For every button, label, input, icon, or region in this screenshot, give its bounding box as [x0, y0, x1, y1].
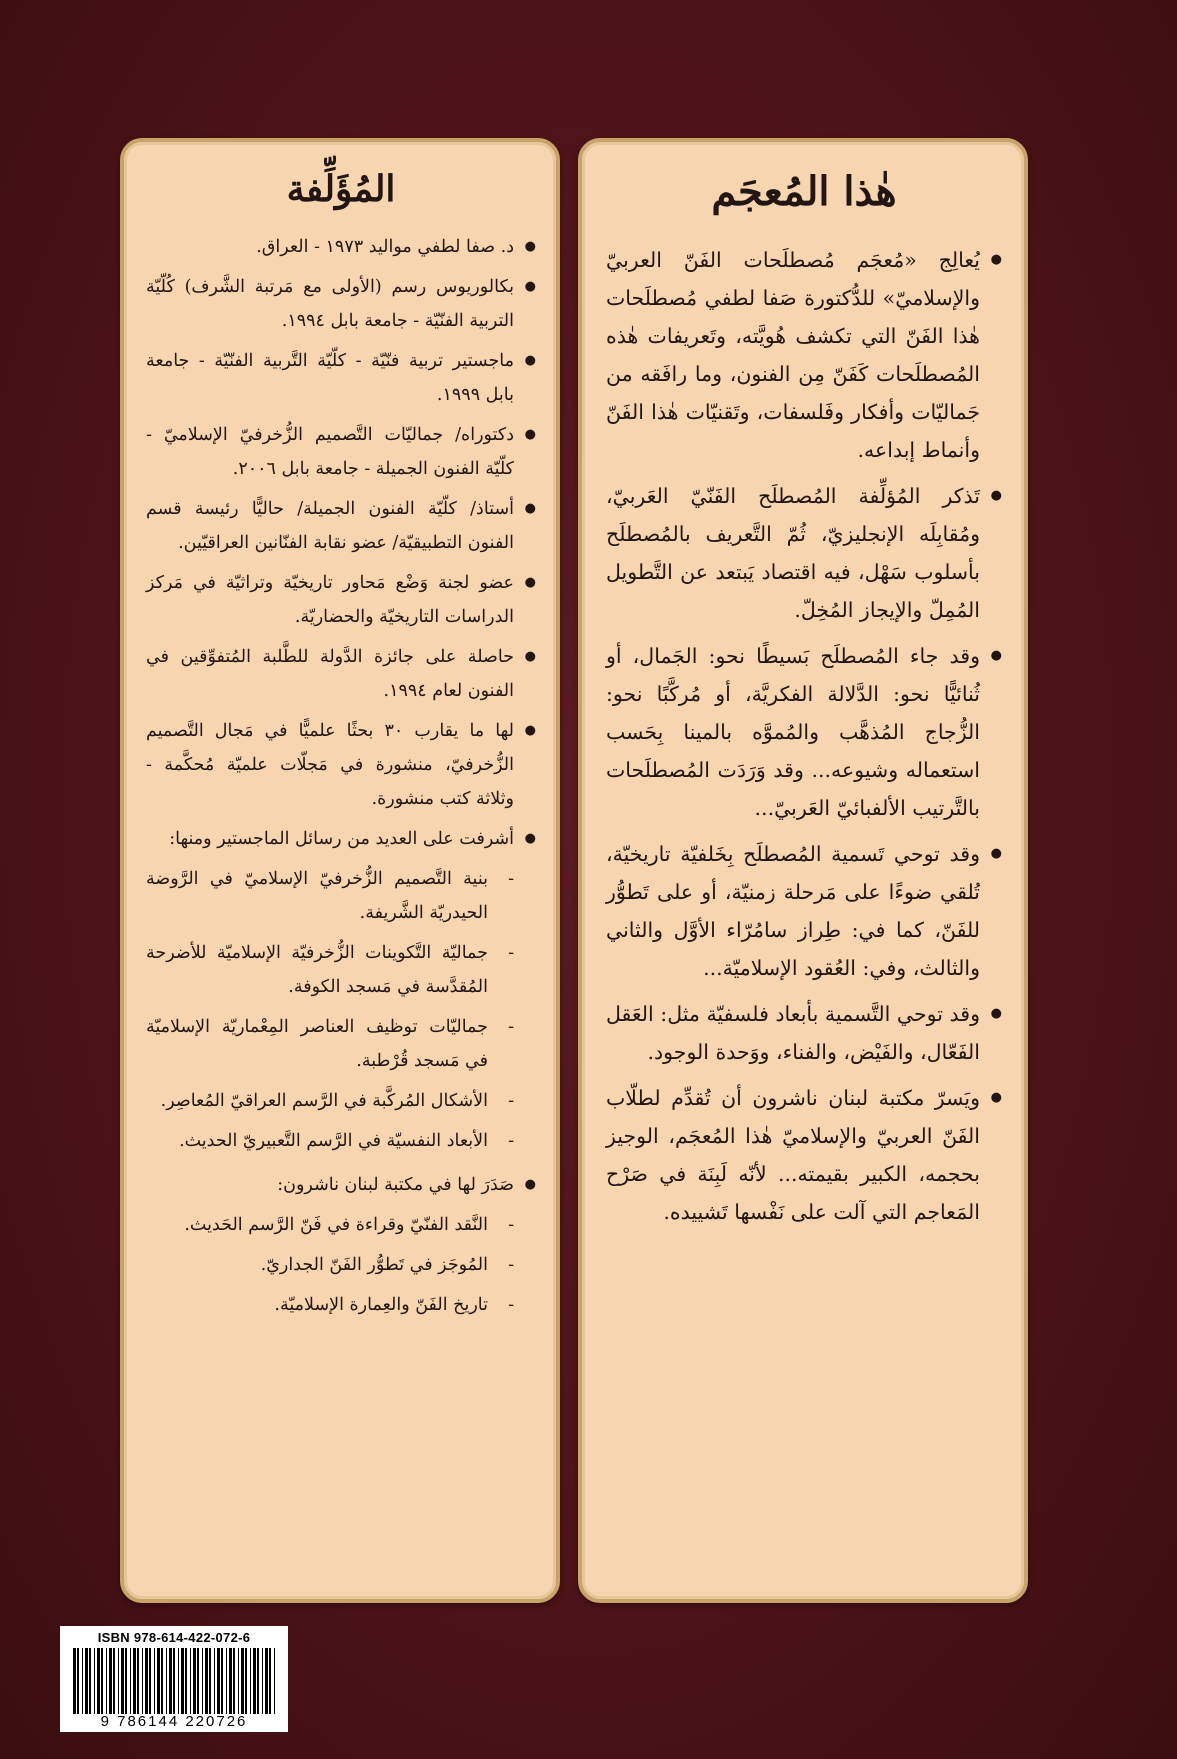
description-bullet: ● وقد توحي تَسمية المُصطلَح بِخَلفيّة تاريخيّة، تُلقي ضوءًا على مَرحلة زمنيّة، أو على تَطوُّر للفَنّ، كما في: طِراز سامُرّاء الأوَّل والثاني والثالث، وفي: العُقود الإسلاميّة...	[606, 835, 1002, 987]
thesis-item: - بنية التَّصميم الزُّخرفيّ الإسلاميّ في الرَّوضة الحيدريّة الشَّريفة.	[146, 862, 536, 930]
bio-bullet: ● د. صفا لطفي مواليد ١٩٧٣ - العراق.	[146, 230, 536, 264]
bio-bullet: ● دكتوراه/ جماليّات التَّصميم الزُّخرفيّ الإسلاميّ - كلّيّة الفنون الجميلة - جامعة بابل ٢٠٠٦.	[146, 418, 536, 486]
description-bullet: ● ويَسرّ مكتبة لبنان ناشرون أن تُقدِّم لطلّاب الفَنّ العربيّ والإسلاميّ هٰذا المُعجَم، الوجيز بحجمه، الكبير بقيمته... لأنّه لَبِنَة في صَرْح المَعاجم التي آلت على نَفْسها تَشييده.	[606, 1079, 1002, 1231]
description-list	[606, 241, 1002, 1231]
author-bio-list	[146, 230, 536, 1322]
bio-bullet: ● عضو لجنة وَضْع مَحاور تاريخيّة وتراثيّة في مَركز الدراسات التاريخيّة والحضاريّة.	[146, 566, 536, 634]
published-book: - النَّقد الفنّيّ وقراءة في فَنّ الرَّسم الحَديث.	[146, 1208, 536, 1242]
book-description-panel	[578, 138, 1028, 1603]
bio-bullet: ● حاصلة على جائزة الدَّولة للطَّلبة المُتفوِّقين في الفنون لعام ١٩٩٤.	[146, 640, 536, 708]
published-intro: ● صَدَرَ لها في مكتبة لبنان ناشرون:	[146, 1168, 536, 1202]
description-bullet: ● وقد جاء المُصطلَح بَسيطًا نحو: الجَمال، أو ثُنائيًّا نحو: الدَّلالة الفكريَّة، أو مُركَّبًا نحو: الزُّجاج المُذهَّب والمُموَّه بالمينا بِحَسب استعماله وشيوعه... وقد وَرَدَت المُصطلَحات بالتَّرتيب الألفبائيّ العَربيّ...	[606, 637, 1002, 827]
thesis-item: - جماليّة التَّكوينات الزُّخرفيّة الإسلاميّة للأضرحة المُقدَّسة في مَسجد الكوفة.	[146, 936, 536, 1004]
description-bullet: ● يُعالِج «مُعجَم مُصطلَحات الفَنّ العربيّ والإسلاميّ» للدُّكتورة صَفا لطفي مُصطلَحات هٰذا الفَنّ التي تكشف هُويَّته، وتَعريفات هٰذه المُصطلَحات كَفَنّ مِن الفنون، وما رافَقه من جَماليّات وأفكار وفَلسفات، وتَقنيّات هٰذا الفَنّ وأنماط إبداعه.	[606, 241, 1002, 469]
barcode-icon	[69, 1648, 279, 1714]
author-bio-panel	[120, 138, 560, 1603]
description-bullet: ● تَذكر المُؤلِّفة المُصطلَح الفَنّيّ العَربيّ، ومُقابِلَه الإنجليزيّ، ثُمّ التَّعريف بالمُصطلَح بأسلوب سَهْل، فيه اقتصاد يَبتعد عن التَّطويل المُمِلّ والإيجاز المُخِلّ.	[606, 477, 1002, 629]
thesis-item: - جماليّات توظيف العناصر المِعْماريّة الإسلاميّة في مَسجد قُرْطبة.	[146, 1010, 536, 1078]
thesis-item: - الأشكال المُركَّبة في الرَّسم العراقيّ المُعاصِر.	[146, 1084, 536, 1118]
author-title: المُؤَلِّفة	[286, 168, 396, 210]
bio-bullet: ● لها ما يقارب ٣٠ بحثًا علميًّا في مَجال التَّصميم الزُّخرفيّ، منشورة في مَجلّات علميّة مُحكَّمة - وثلاثة كتب منشورة.	[146, 714, 536, 816]
description-title: هٰذا المُعجَم	[711, 168, 897, 215]
bio-bullet: ● أستاذ/ كلّيّة الفنون الجميلة/ حاليًّا رئيسة قسم الفنون التطبيقيّة/ عضو نقابة الفنّانين العراقيّين.	[146, 492, 536, 560]
isbn-digits: 9 786144 220726	[100, 1713, 248, 1730]
bio-bullet: ● أشرفت على العديد من رسائل الماجستير ومنها:	[146, 822, 536, 856]
thesis-item: - الأبعاد النفسيّة في الرَّسم التَّعبيريّ الحديث.	[146, 1124, 536, 1158]
published-book: - المُوجَز في تَطوُّر الفَنّ الجداريّ.	[146, 1248, 536, 1282]
bio-bullet: ● ماجستير تربية فنّيّة - كلّيّة التَّربية الفنّيّة - جامعة بابل ١٩٩٩.	[146, 344, 536, 412]
published-book: - تاريخ الفَنّ والعِمارة الإسلاميّة.	[146, 1288, 536, 1322]
bio-bullet: ● بكالوريوس رسم (الأولى مع مَرتبة الشَّرف) كُلّيّة التربية الفنّيّة - جامعة بابل ١٩٩٤.	[146, 270, 536, 338]
description-bullet: ● وقد توحي التَّسمية بأبعاد فلسفيّة مثل: العَقل الفَعّال، والفَيْض، والفناء، ووَحدة الوجود.	[606, 995, 1002, 1071]
isbn-barcode	[60, 1626, 288, 1732]
isbn-label: ISBN 978-614-422-072-6	[97, 1630, 251, 1645]
